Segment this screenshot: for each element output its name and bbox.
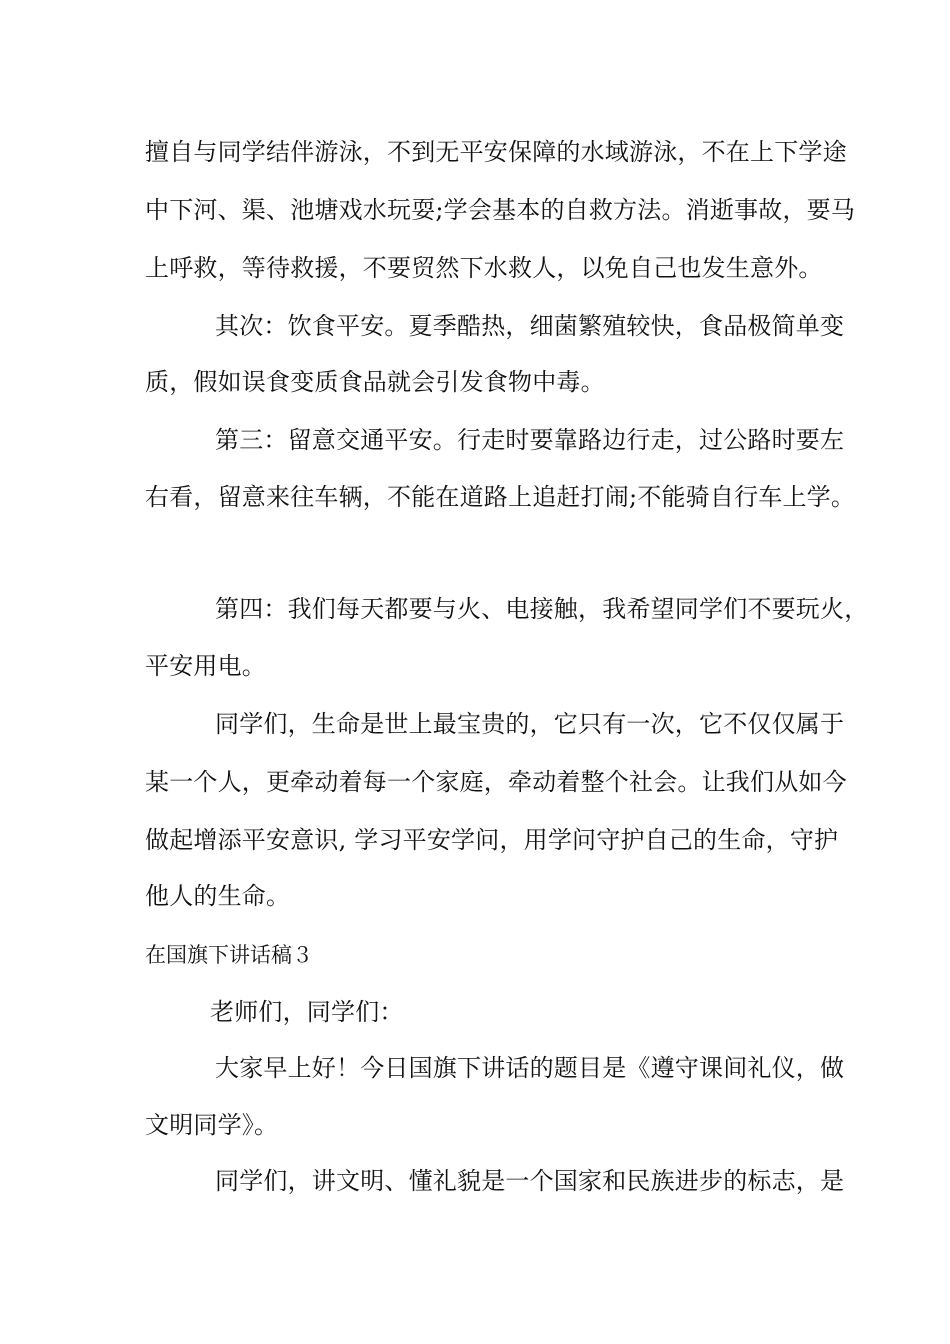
- salutation: 老师们，同学们：: [210, 998, 404, 1026]
- paragraph-line: 第四：我们每天都要与火、电接触，我希望同学们不要玩火，: [215, 595, 869, 623]
- paragraph-line: 质，假如误食变质食品就会引发食物中毒。: [145, 368, 605, 396]
- section-heading: 在国旗下讲话稿３: [145, 943, 313, 967]
- paragraph-line: 其次：饮食平安。夏季酷热，细菌繁殖较快，食品极简单变: [215, 312, 845, 340]
- paragraph-line: 同学们，讲文明、懂礼貌是一个国家和民族进步的标志，是: [215, 1167, 845, 1195]
- paragraph-line: 擅自与同学结伴游泳，不到无平安保障的水域游泳，不在上下学途: [145, 138, 847, 166]
- paragraph-line: 右看，留意来往车辆，不能在道路上追赶打闹;不能骑自行车上学。: [145, 483, 856, 511]
- paragraph-line: 上呼救，等待救援，不要贸然下水救人，以免自己也发生意外。: [145, 254, 823, 282]
- paragraph-line: 他人的生命。: [145, 882, 291, 910]
- paragraph-line: 某一个人，更牵动着每一个家庭，牵动着整个社会。让我们从如今: [145, 768, 847, 796]
- paragraph-line: 文明同学》。: [145, 1111, 279, 1139]
- paragraph-line: 做起增添平安意识, 学习平安学问，用学问守护自己的生命，守护: [145, 826, 839, 854]
- paragraph-line: 同学们，生命是世上最宝贵的，它只有一次，它不仅仅属于: [215, 710, 845, 738]
- paragraph-line: 中下河、渠、池塘戏水玩耍;学会基本的自救方法。消逝事故，要马: [145, 196, 856, 224]
- paragraph-line: 第三：留意交通平安。行走时要靠路边行走，过公路时要左: [215, 426, 845, 454]
- paragraph-line: 平安用电。: [145, 652, 266, 680]
- paragraph-line: 大家早上好！今日国旗下讲话的题目是《遵守课间礼仪，做: [215, 1054, 845, 1082]
